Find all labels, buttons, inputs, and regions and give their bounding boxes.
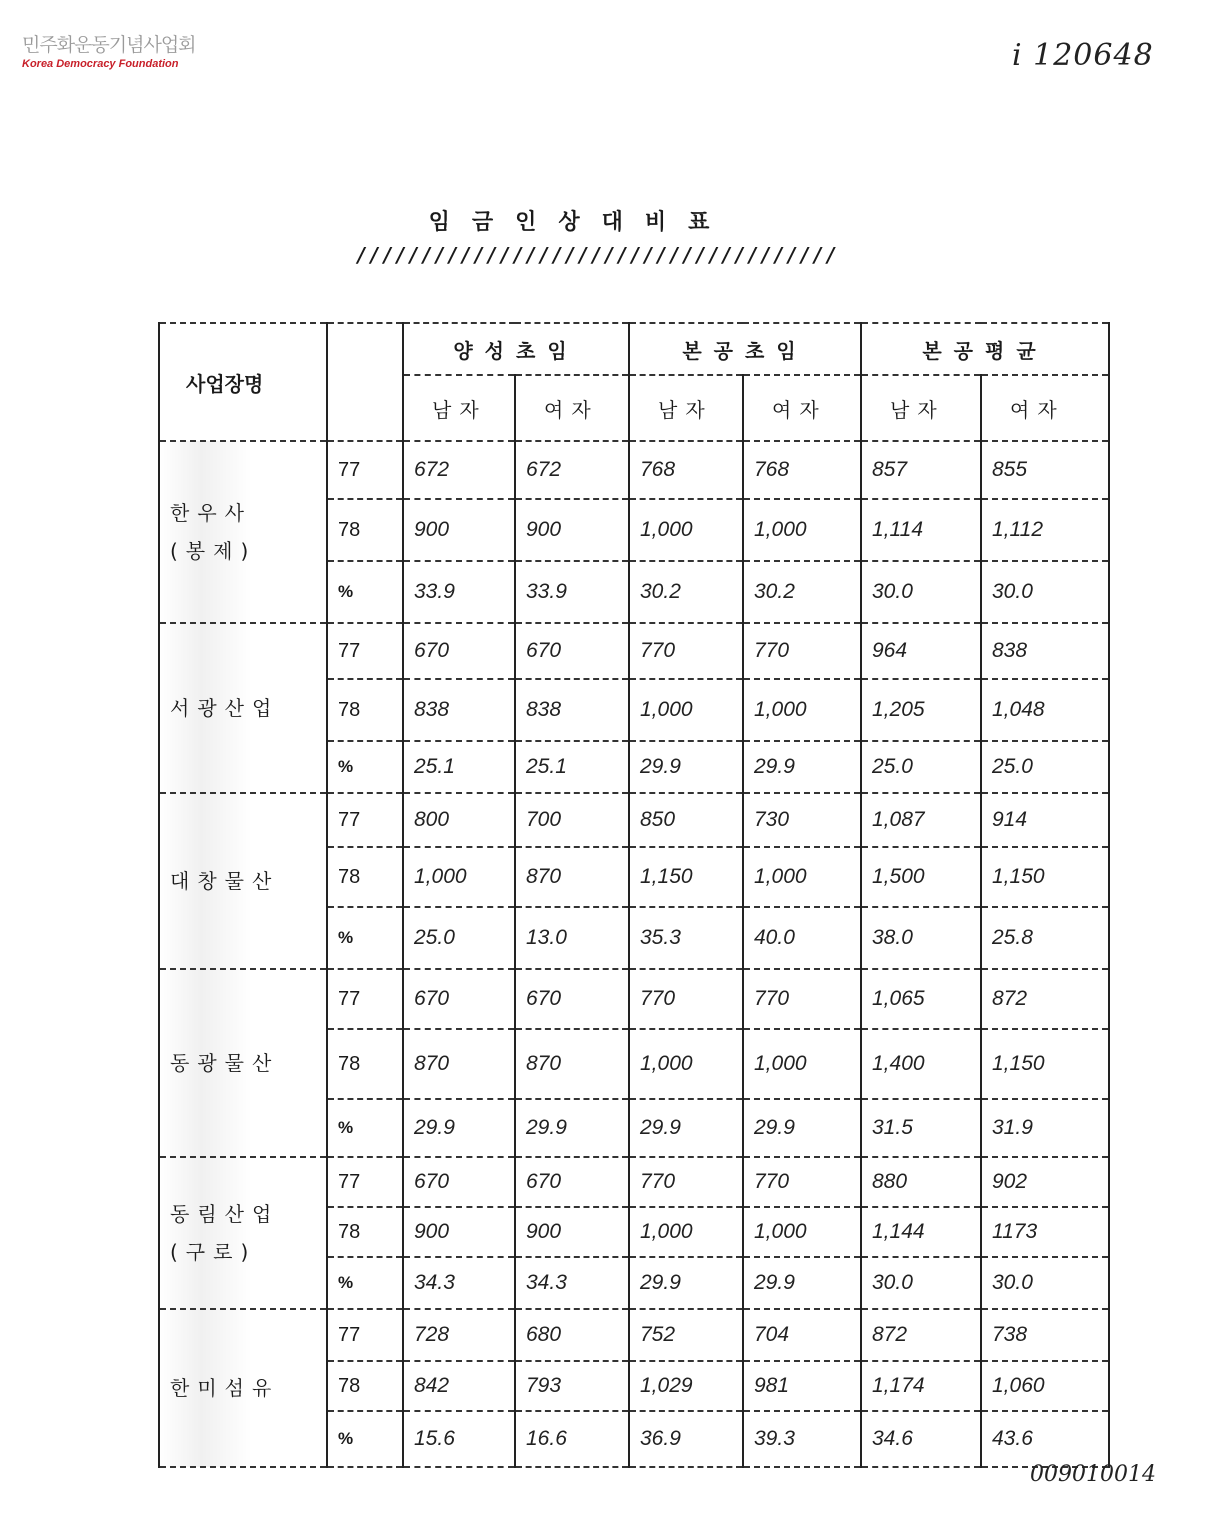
wage-value-cell: 1,087 xyxy=(861,793,981,847)
wage-value-cell: 1,000 xyxy=(629,499,743,561)
title-underline: ///////////////////////////////////// xyxy=(355,243,839,267)
year-cell: 77 xyxy=(327,793,403,847)
group-header: 본공평균 xyxy=(861,323,1109,375)
year-cell: % xyxy=(327,907,403,969)
wage-value-cell: 872 xyxy=(861,1309,981,1361)
wage-value-cell: 1,000 xyxy=(743,1029,861,1099)
wage-value-cell: 670 xyxy=(515,969,629,1029)
wage-value-cell: 38.0 xyxy=(861,907,981,969)
wage-value-cell: 29.9 xyxy=(629,1257,743,1309)
wage-value-cell: 670 xyxy=(403,1157,515,1207)
wage-value-cell: 35.3 xyxy=(629,907,743,969)
company-name-line: 서광산업 xyxy=(170,696,280,720)
wage-value-cell: 900 xyxy=(515,499,629,561)
wage-value-cell: 770 xyxy=(743,623,861,679)
wage-value-cell: 30.0 xyxy=(981,561,1109,623)
company-name-line: 동광물산 xyxy=(170,1051,280,1075)
wage-value-cell: 1,174 xyxy=(861,1361,981,1411)
wage-value-cell: 800 xyxy=(403,793,515,847)
year-cell: 78 xyxy=(327,1361,403,1411)
wage-value-cell: 29.9 xyxy=(403,1099,515,1157)
table-row xyxy=(159,969,1109,1029)
wage-value-cell: 31.5 xyxy=(861,1099,981,1157)
company-name-cell xyxy=(159,969,327,1157)
year-cell: 77 xyxy=(327,441,403,499)
year-cell: % xyxy=(327,741,403,793)
company-name-line: 동림산업 xyxy=(170,1202,280,1226)
page-title: 임금인상대비표 xyxy=(428,210,732,235)
wage-value-cell: 33.9 xyxy=(403,561,515,623)
wage-value-cell: 30.2 xyxy=(629,561,743,623)
wage-value-cell: 1,065 xyxy=(861,969,981,1029)
wage-value-cell: 900 xyxy=(515,1207,629,1257)
table-row xyxy=(159,623,1109,679)
wage-value-cell: 1,000 xyxy=(629,1029,743,1099)
year-cell: % xyxy=(327,1411,403,1467)
wage-value-cell: 770 xyxy=(629,623,743,679)
wage-value-cell: 30.0 xyxy=(981,1257,1109,1309)
wage-value-cell: 900 xyxy=(403,1207,515,1257)
wage-value-cell: 33.9 xyxy=(515,561,629,623)
wage-value-cell: 43.6 xyxy=(981,1411,1109,1467)
wage-value-cell: 672 xyxy=(403,441,515,499)
group-header: 양성초임 xyxy=(403,323,629,375)
table-row xyxy=(159,441,1109,499)
year-cell: 78 xyxy=(327,847,403,907)
year-cell: % xyxy=(327,561,403,623)
wage-value-cell: 29.9 xyxy=(743,1257,861,1309)
wage-value-cell: 36.9 xyxy=(629,1411,743,1467)
wage-value-cell: 1,000 xyxy=(743,499,861,561)
wage-value-cell: 700 xyxy=(515,793,629,847)
wage-value-cell: 914 xyxy=(981,793,1109,847)
company-name-line: 한우사 xyxy=(170,501,252,525)
wage-value-cell: 793 xyxy=(515,1361,629,1411)
sex-header: 남자 xyxy=(629,375,743,441)
year-cell: 78 xyxy=(327,1029,403,1099)
wage-value-cell: 768 xyxy=(629,441,743,499)
wage-value-cell: 670 xyxy=(403,969,515,1029)
wage-value-cell: 872 xyxy=(981,969,1109,1029)
wage-value-cell: 728 xyxy=(403,1309,515,1361)
wage-value-cell: 1,150 xyxy=(981,1029,1109,1099)
group-header: 본공초임 xyxy=(629,323,861,375)
footer-number: 009010014 xyxy=(1030,1462,1156,1487)
wage-value-cell: 1,400 xyxy=(861,1029,981,1099)
year-cell: 77 xyxy=(327,1309,403,1361)
wage-value-cell: 672 xyxy=(515,441,629,499)
year-cell: 78 xyxy=(327,499,403,561)
company-name-line: 대창물산 xyxy=(170,869,280,893)
wage-value-cell: 670 xyxy=(515,623,629,679)
company-name-cell xyxy=(159,1309,327,1467)
wage-value-cell: 1,500 xyxy=(861,847,981,907)
wage-value-cell: 29.9 xyxy=(629,1099,743,1157)
wage-value-cell: 838 xyxy=(403,679,515,741)
table-row xyxy=(159,793,1109,847)
year-cell: 78 xyxy=(327,1207,403,1257)
logo-english-text: Korea Democracy Foundation xyxy=(22,58,179,70)
year-cell: % xyxy=(327,1257,403,1309)
year-cell: 77 xyxy=(327,1157,403,1207)
wage-value-cell: 880 xyxy=(861,1157,981,1207)
wage-value-cell: 1,060 xyxy=(981,1361,1109,1411)
wage-value-cell: 964 xyxy=(861,623,981,679)
wage-value-cell: 1,000 xyxy=(629,1207,743,1257)
wage-value-cell: 770 xyxy=(629,1157,743,1207)
wage-value-cell: 25.1 xyxy=(403,741,515,793)
table-row xyxy=(159,1157,1109,1207)
wage-value-cell: 34.6 xyxy=(861,1411,981,1467)
wage-value-cell: 752 xyxy=(629,1309,743,1361)
year-cell: 77 xyxy=(327,969,403,1029)
wage-value-cell: 902 xyxy=(981,1157,1109,1207)
wage-value-cell: 838 xyxy=(515,679,629,741)
wage-value-cell: 1,114 xyxy=(861,499,981,561)
wage-value-cell: 738 xyxy=(981,1309,1109,1361)
wage-value-cell: 25.8 xyxy=(981,907,1109,969)
wage-value-cell: 870 xyxy=(403,1029,515,1099)
wage-value-cell: 670 xyxy=(403,623,515,679)
wage-value-cell: 670 xyxy=(515,1157,629,1207)
wage-value-cell: 25.0 xyxy=(403,907,515,969)
company-name-cell xyxy=(159,441,327,623)
wage-value-cell: 1,144 xyxy=(861,1207,981,1257)
wage-value-cell: 31.9 xyxy=(981,1099,1109,1157)
wage-value-cell: 1,000 xyxy=(403,847,515,907)
wage-value-cell: 1,029 xyxy=(629,1361,743,1411)
wage-value-cell: 16.6 xyxy=(515,1411,629,1467)
wage-value-cell: 842 xyxy=(403,1361,515,1411)
wage-value-cell: 29.9 xyxy=(629,741,743,793)
wage-value-cell: 29.9 xyxy=(743,1099,861,1157)
wage-value-cell: 25.0 xyxy=(861,741,981,793)
wage-value-cell: 900 xyxy=(403,499,515,561)
wage-value-cell: 770 xyxy=(629,969,743,1029)
wage-value-cell: 39.3 xyxy=(743,1411,861,1467)
company-name-header: 사업장명 xyxy=(159,323,327,441)
wage-value-cell: 704 xyxy=(743,1309,861,1361)
wage-value-cell: 15.6 xyxy=(403,1411,515,1467)
year-cell: 78 xyxy=(327,679,403,741)
sex-header: 여자 xyxy=(743,375,861,441)
wage-value-cell: 838 xyxy=(981,623,1109,679)
wage-value-cell: 34.3 xyxy=(515,1257,629,1309)
wage-value-cell: 770 xyxy=(743,969,861,1029)
wage-value-cell: 25.1 xyxy=(515,741,629,793)
wage-comparison-table xyxy=(158,322,1110,1468)
wage-value-cell: 855 xyxy=(981,441,1109,499)
wage-value-cell: 13.0 xyxy=(515,907,629,969)
wage-value-cell: 25.0 xyxy=(981,741,1109,793)
table-row xyxy=(159,1309,1109,1361)
wage-value-cell: 1,000 xyxy=(629,679,743,741)
sex-header: 여자 xyxy=(981,375,1109,441)
company-name-line: (구로) xyxy=(170,1240,257,1264)
year-header xyxy=(327,323,403,441)
table-body xyxy=(159,441,1109,1467)
wage-value-cell: 850 xyxy=(629,793,743,847)
wage-value-cell: 30.0 xyxy=(861,1257,981,1309)
wage-value-cell: 857 xyxy=(861,441,981,499)
wage-value-cell: 29.9 xyxy=(743,741,861,793)
foundation-logo xyxy=(22,30,196,70)
wage-value-cell: 680 xyxy=(515,1309,629,1361)
wage-value-cell: 1,000 xyxy=(743,847,861,907)
wage-value-cell: 870 xyxy=(515,1029,629,1099)
wage-value-cell: 768 xyxy=(743,441,861,499)
wage-value-cell: 870 xyxy=(515,847,629,907)
company-name-cell xyxy=(159,1157,327,1309)
sex-header: 남자 xyxy=(403,375,515,441)
wage-value-cell: 1,112 xyxy=(981,499,1109,561)
year-cell: % xyxy=(327,1099,403,1157)
year-cell: 77 xyxy=(327,623,403,679)
wage-value-cell: 1,048 xyxy=(981,679,1109,741)
document-id: i 120648 xyxy=(1012,38,1154,73)
sex-header: 남자 xyxy=(861,375,981,441)
wage-value-cell: 1,150 xyxy=(629,847,743,907)
wage-value-cell: 1,205 xyxy=(861,679,981,741)
logo-korean-text: 민주화운동기념사업회 xyxy=(22,34,196,56)
wage-value-cell: 1,000 xyxy=(743,1207,861,1257)
company-name-line: (봉제) xyxy=(170,539,257,563)
wage-value-cell: 1,000 xyxy=(743,679,861,741)
company-name-line: 한미섬유 xyxy=(170,1376,280,1400)
wage-value-cell: 1173 xyxy=(981,1207,1109,1257)
wage-value-cell: 40.0 xyxy=(743,907,861,969)
wage-value-cell: 770 xyxy=(743,1157,861,1207)
group-header-row xyxy=(159,323,1109,375)
wage-value-cell: 1,150 xyxy=(981,847,1109,907)
wage-value-cell: 34.3 xyxy=(403,1257,515,1309)
company-name-cell xyxy=(159,623,327,793)
sex-header: 여자 xyxy=(515,375,629,441)
wage-value-cell: 730 xyxy=(743,793,861,847)
wage-value-cell: 981 xyxy=(743,1361,861,1411)
wage-value-cell: 30.0 xyxy=(861,561,981,623)
company-name-cell xyxy=(159,793,327,969)
wage-value-cell: 30.2 xyxy=(743,561,861,623)
wage-value-cell: 29.9 xyxy=(515,1099,629,1157)
